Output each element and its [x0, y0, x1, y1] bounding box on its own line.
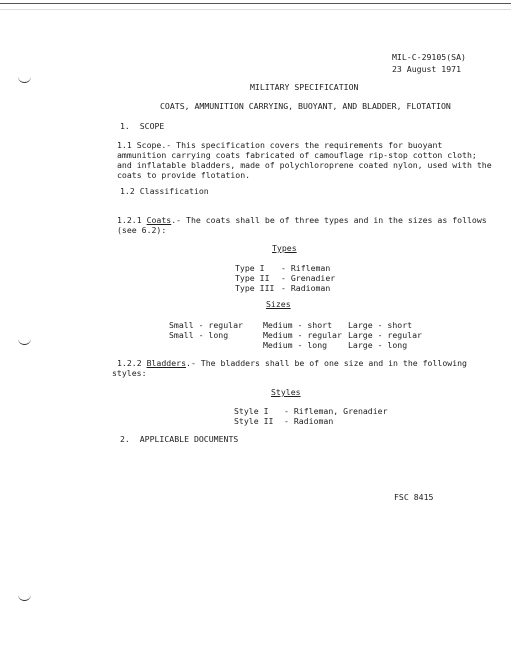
style-label: Style II	[234, 416, 274, 426]
size-medium: Medium - regular	[263, 330, 342, 340]
section-2-heading: 2. APPLICABLE DOCUMENTS	[120, 434, 239, 444]
bladders-line-1	[117, 358, 467, 368]
size-small: Small - regular	[169, 320, 243, 330]
top-rule	[0, 3, 511, 4]
sizes-heading: Sizes	[266, 299, 291, 309]
coats-text: .- The coats shall be of three types and in the sizes as follows	[171, 215, 487, 225]
coats-number: 1.2.1	[117, 215, 147, 225]
size-large: Large - long	[348, 340, 408, 350]
scope-line: coats to provide flotation.	[117, 170, 251, 180]
styles-heading: Styles	[271, 387, 301, 397]
size-medium: Medium - long	[263, 340, 328, 350]
doc-number: MIL-C-29105(SA)	[392, 52, 466, 62]
bladders-text: .- The bladders shall be of one size and in the following	[186, 358, 467, 368]
type-value: - Radioman	[281, 283, 331, 293]
coats-term: Coats	[146, 215, 172, 225]
size-large: Large - regular	[348, 330, 422, 340]
type-value: - Grenadier	[281, 273, 336, 283]
size-medium: Medium - short	[263, 320, 333, 330]
classification-heading: 1.2 Classification	[120, 186, 209, 196]
types-heading: Types	[272, 243, 297, 253]
section-1-heading: 1. SCOPE	[120, 121, 165, 131]
binding-mark-bottom	[18, 594, 31, 601]
bladders-number: 1.2.2	[117, 358, 147, 368]
style-value: - Radioman	[284, 416, 334, 426]
type-label: Type III	[235, 283, 275, 293]
style-value: - Rifleman, Grenadier	[284, 406, 388, 416]
type-label: Type I	[235, 263, 265, 273]
fsc-code: FSC 8415	[394, 492, 434, 502]
style-label: Style I	[234, 406, 269, 416]
binding-mark-middle	[18, 338, 31, 345]
doc-date: 23 August 1971	[392, 64, 462, 74]
binding-mark-top	[18, 76, 31, 83]
top-rule-faint	[0, 9, 511, 10]
page-title: MILITARY SPECIFICATION	[250, 82, 359, 92]
scope-line: 1.1 Scope.- This specification covers the requirements for buoyant	[117, 140, 443, 150]
type-value: - Rifleman	[281, 263, 331, 273]
size-large: Large - short	[348, 320, 413, 330]
coats-line-2: (see 6.2):	[117, 225, 167, 235]
scope-line: ammunition carrying coats fabricated of camouflage rip-stop cotton cloth;	[117, 150, 477, 160]
coats-line-1	[117, 215, 487, 225]
type-label: Type II	[235, 273, 270, 283]
page-subtitle: COATS, AMMUNITION CARRYING, BUOYANT, AND BLADDER, FLOTATION	[160, 101, 451, 111]
size-small: Small - long	[169, 330, 229, 340]
bladders-term: Bladders	[146, 358, 187, 368]
bladders-line-2: styles:	[112, 368, 147, 378]
scope-line: and inflatable bladders, made of polychloroprene coated nylon, used with the	[117, 160, 492, 170]
